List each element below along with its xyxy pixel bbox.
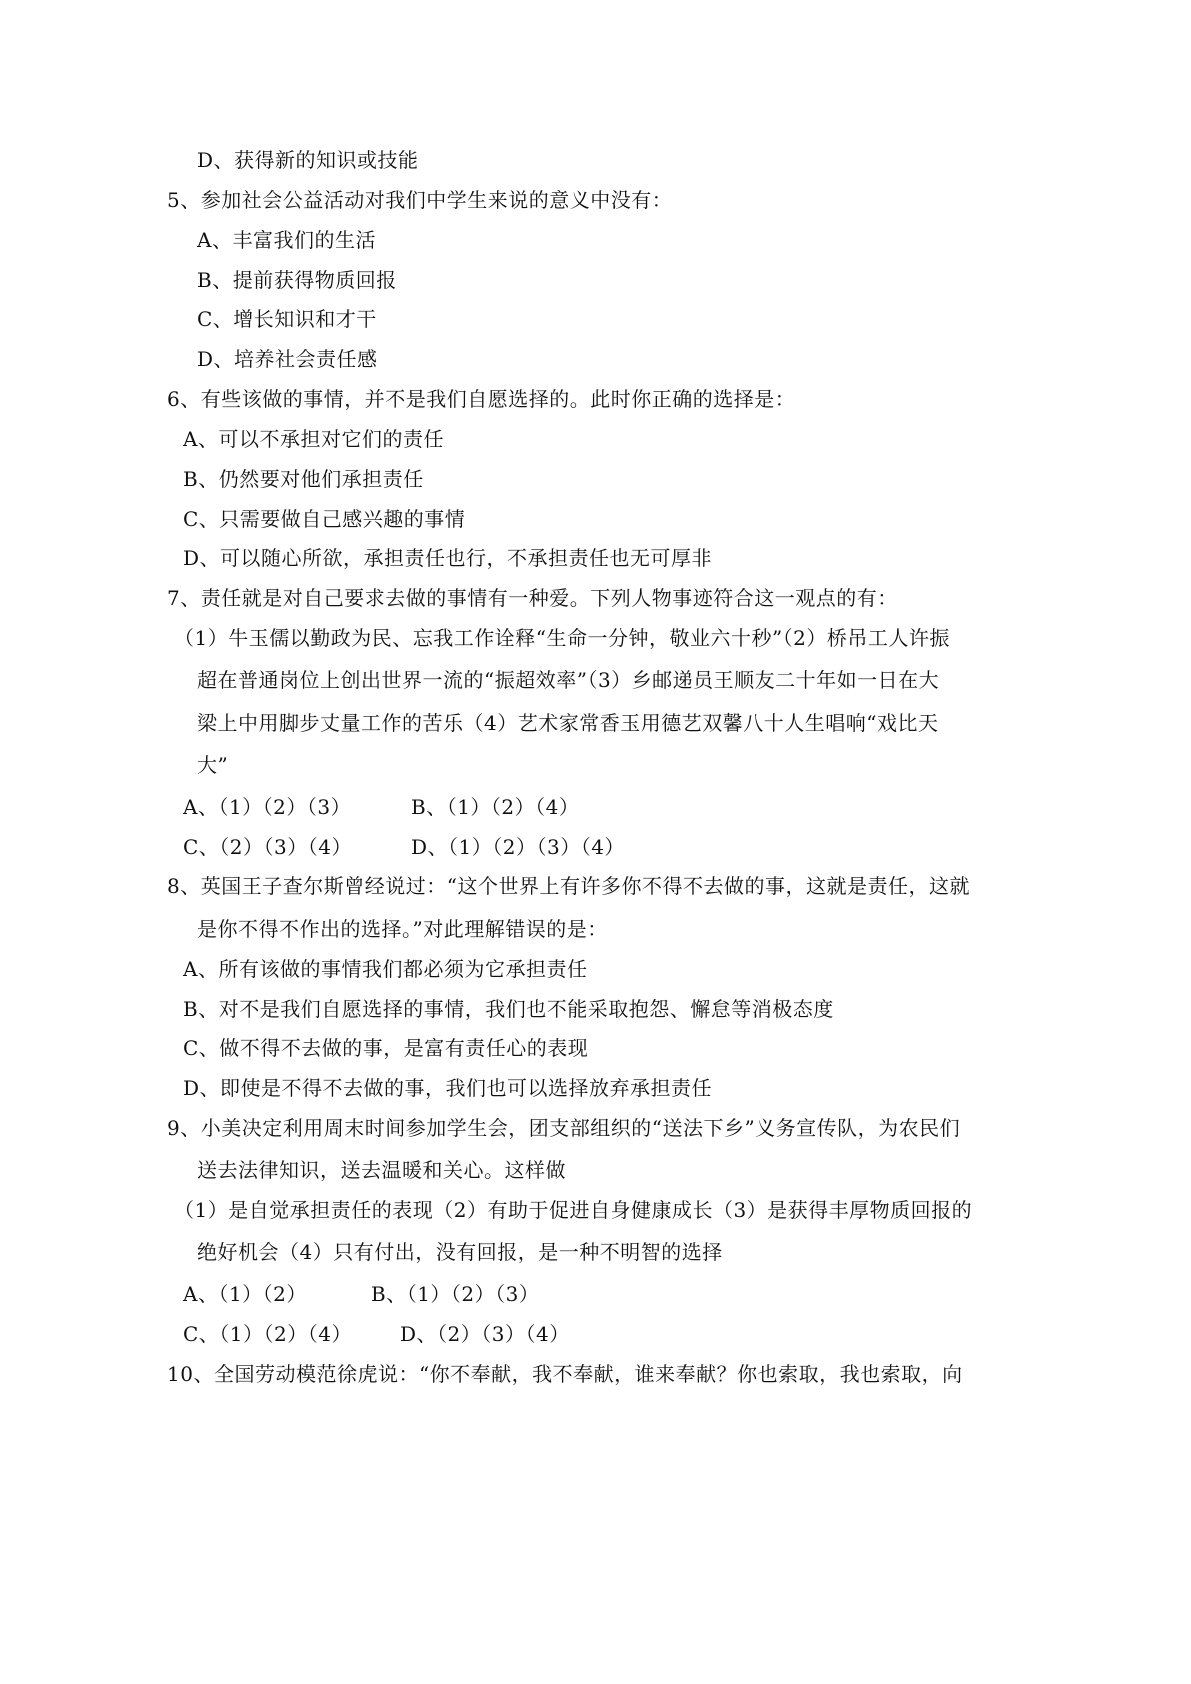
q9-stem: 送去法律知识，送去温暖和关心。这样做 xyxy=(197,1158,566,1182)
q7-stem: 7、责任就是对自己要求去做的事情有一种爱。下列人物事迹符合这一观点的有： xyxy=(167,586,898,610)
q9-option-d: D、（2）（3）（4） xyxy=(400,1322,570,1346)
q10-stem: 10、全国劳动模范徐虎说：“你不奉献，我不奉献，谁来奉献？你也索取，我也索取，向 xyxy=(167,1362,963,1386)
q8-stem: 是你不得不作出的选择。”对此理解错误的是： xyxy=(197,917,608,941)
q7-option-c: C、（2）（3）（4） xyxy=(183,835,352,859)
q4-option-d: D、获得新的知识或技能 xyxy=(197,148,419,172)
q9-option-c: C、（1）（2）（4） xyxy=(183,1322,352,1346)
q7-items-line: （1）牛玉儒以勤政为民、忘我工作诠释“生命一分钟，敬业六十秒”（2）桥吊工人许振 xyxy=(174,626,950,650)
q6-stem: 6、有些该做的事情，并不是我们自愿选择的。此时你正确的选择是： xyxy=(167,387,796,411)
q9-option-b: B、（1）（2）（3） xyxy=(371,1282,540,1306)
q8-option-b: B、对不是我们自愿选择的事情，我们也不能采取抱怨、懈怠等消极态度 xyxy=(183,997,834,1021)
q6-option-b: B、仍然要对他们承担责任 xyxy=(183,467,424,491)
q6-option-c: C、只需要做自己感兴趣的事情 xyxy=(183,507,466,531)
q8-option-d: D、即使是不得不去做的事，我们也可以选择放弃承担责任 xyxy=(183,1076,713,1100)
q8-option-c: C、做不得不去做的事，是富有责任心的表现 xyxy=(183,1036,589,1060)
q7-option-b: B、（1）（2）（4） xyxy=(411,795,580,819)
q9-stem: 9、小美决定利用周末时间参加学生会，团支部组织的“送法下乡”义务宣传队，为农民们 xyxy=(167,1116,961,1140)
q6-option-d: D、可以随心所欲，承担责任也行，不承担责任也无可厚非 xyxy=(183,546,713,570)
q5-option-a: A、丰富我们的生活 xyxy=(197,228,376,252)
q7-option-d: D、（1）（2）（3）（4） xyxy=(411,835,625,859)
q9-option-a: A、（1）（2） xyxy=(183,1282,307,1306)
q5-option-b: B、提前获得物质回报 xyxy=(197,268,397,292)
q5-stem: 5、参加社会公益活动对我们中学生来说的意义中没有： xyxy=(167,188,673,212)
q9-items-line: 绝好机会（4）只有付出，没有回报，是一种不明智的选择 xyxy=(197,1240,723,1264)
q8-option-a: A、所有该做的事情我们都必须为它承担责任 xyxy=(183,957,588,981)
q6-option-a: A、可以不承担对它们的责任 xyxy=(183,427,444,451)
q9-items-line: （1）是自觉承担责任的表现（2）有助于促进自身健康成长（3）是获得丰厚物质回报的 xyxy=(174,1198,973,1222)
q5-option-d: D、培养社会责任感 xyxy=(197,347,378,371)
q7-option-a: A、（1）（2）（3） xyxy=(183,795,352,819)
q7-items-line: 超在普通岗位上创出世界一流的“振超效率”（3）乡邮递员王顺友二十年如一日在大 xyxy=(197,668,940,692)
q5-option-c: C、增长知识和才干 xyxy=(197,307,377,331)
q7-items-line: 大” xyxy=(197,753,229,777)
q8-stem: 8、英国王子查尔斯曾经说过：“这个世界上有许多你不得不去做的事，这就是责任，这就 xyxy=(167,874,970,898)
q7-items-line: 梁上中用脚步丈量工作的苦乐（4）艺术家常香玉用德艺双馨八十人生唱响“戏比天 xyxy=(197,711,939,735)
